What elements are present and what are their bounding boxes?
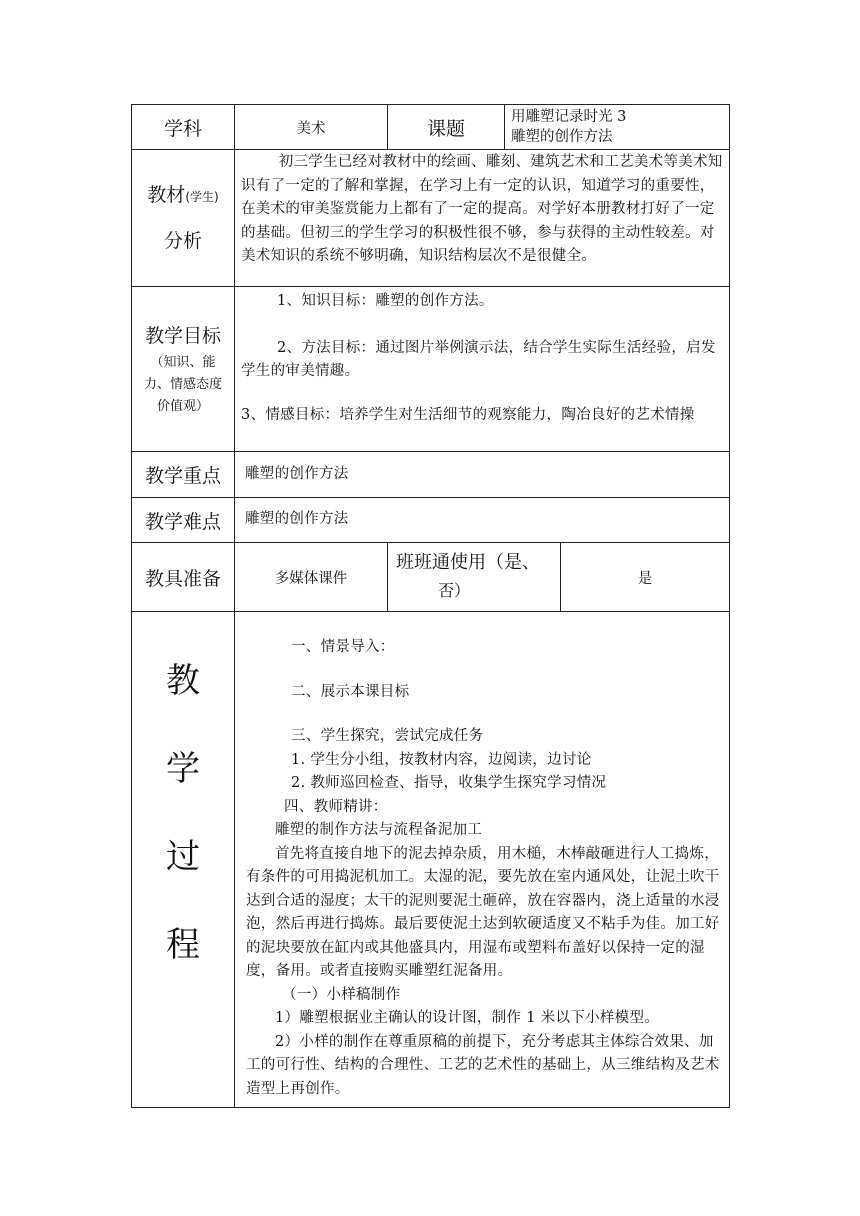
goals-sub-3: 价值观） xyxy=(156,398,209,414)
process-step-2: 二、展示本课目标 xyxy=(291,683,410,700)
analysis-row xyxy=(132,150,730,287)
tools-value: 多媒体课件 xyxy=(235,543,388,612)
analysis-label-main: 教材 xyxy=(147,184,186,206)
goals-text-cell xyxy=(235,287,730,452)
tools-label: 教具准备 xyxy=(132,543,235,612)
process-char-1: 教 xyxy=(166,661,200,701)
process-step-1: 一、情景导入： xyxy=(291,639,395,655)
process-step-3-1: 1. 学生分小组，按教材内容，边阅读，边讨论 xyxy=(291,751,592,768)
goal-item-2: 2、方法目标：通过图片举例演示法，结合学生实际生活经验，启发学生的审美情趣。 xyxy=(241,339,716,379)
analysis-label-paren: (学生) xyxy=(185,190,219,204)
tools-row xyxy=(132,543,730,612)
analysis-label-line2: 分析 xyxy=(163,230,202,252)
key-point-label: 教学重点 xyxy=(132,452,235,498)
process-row xyxy=(132,612,730,1108)
bbt-label-line2: 否） xyxy=(438,581,471,600)
subject-value: 美术 xyxy=(235,105,388,150)
goals-sub-2: 力、情感态度 xyxy=(143,376,222,392)
topic-label: 课题 xyxy=(388,105,505,150)
goals-label: 教学目标 xyxy=(144,324,221,347)
bbt-label-line1: 班班通使用（是、 xyxy=(396,552,540,573)
goal-item-1: 1、知识目标：雕塑的创作方法。 xyxy=(277,293,494,309)
subject-label: 学科 xyxy=(132,105,235,150)
header-row xyxy=(132,105,730,150)
process-step-3: 三、学生探究，尝试完成任务 xyxy=(291,728,484,744)
topic-line-1: 用雕塑记录时光 3 xyxy=(511,109,627,125)
process-text-cell xyxy=(235,612,730,1108)
method-paragraph: 首先将直接自地下的泥去掉杂质，用木槌，木棒敲砸进行人工捣炼，有条件的可用捣泥机加工。太湿的泥，要先放在室内通风处，让泥土吹干达到合适的湿度；太干的泥则要泥土砸碎，放在容器内，浇上适量的水浸泡，然后再进行捣炼。最后要使泥土达到软硬适度又不粘手为佳。加工好的泥块要放在缸内或其他盛具内，用湿布或塑料布盖好以保持一定的湿度，备用。或者直接购买雕塑红泥备用。 xyxy=(246,845,720,979)
lesson-plan-table xyxy=(131,104,730,1108)
sub-section-1-1: 1）雕塑根据业主确认的设计图，制作 1 米以下小样模型。 xyxy=(275,1010,660,1026)
bbt-value: 是 xyxy=(561,543,730,612)
method-title: 雕塑的制作方法与流程备泥加工 xyxy=(275,822,483,838)
process-char-3: 过 xyxy=(166,837,200,877)
process-label xyxy=(132,612,235,1108)
topic-value xyxy=(505,105,730,150)
goals-row xyxy=(132,287,730,452)
key-point-row xyxy=(132,452,730,498)
difficulty-row xyxy=(132,498,730,543)
key-point-value: 雕塑的创作方法 xyxy=(235,452,730,498)
sub-section-1-2: 2）小样的制作在尊重原稿的前提下，充分考虑其主体综合效果、加工的可行性、结构的合理性、工艺的艺术性的基础上，从三维结构及艺术造型上再创作。 xyxy=(246,1033,720,1097)
process-step-3-2: 2. 教师巡回检查、指导，收集学生探究学习情况 xyxy=(291,775,607,791)
process-char-2: 学 xyxy=(166,749,200,789)
sub-section-1: （一）小样稿制作 xyxy=(282,986,401,1003)
process-step-4: 四、教师精讲： xyxy=(284,798,388,815)
analysis-text: 初三学生已经对教材中的绘画、雕刻、建筑艺术和工艺美术等美术知识有了一定的了解和掌握，在学习上有一定的认识，知道学习的重要性，在美术的审美鉴赏能力上都有了一定的提高。对学好本册教材打好了一定的基础。但初三的学生学习的积极性很不够，参与获得的主动性较差。对美术知识的系统不够明确，知识结构层次不是很健全。 xyxy=(241,154,723,264)
difficulty-label: 教学难点 xyxy=(132,498,235,543)
difficulty-value: 雕塑的创作方法 xyxy=(235,498,730,543)
bbt-label xyxy=(388,543,561,612)
analysis-text-cell xyxy=(235,150,730,287)
topic-line-2: 雕塑的创作方法 xyxy=(511,129,613,145)
process-char-4: 程 xyxy=(166,925,200,965)
goals-label-cell xyxy=(132,287,235,452)
goal-item-3: 3、情感目标：培养学生对生活细节的观察能力，陶冶良好的艺术情操 xyxy=(241,406,695,423)
goals-sub-1: （知识、能 xyxy=(150,354,216,370)
analysis-label xyxy=(132,150,235,287)
